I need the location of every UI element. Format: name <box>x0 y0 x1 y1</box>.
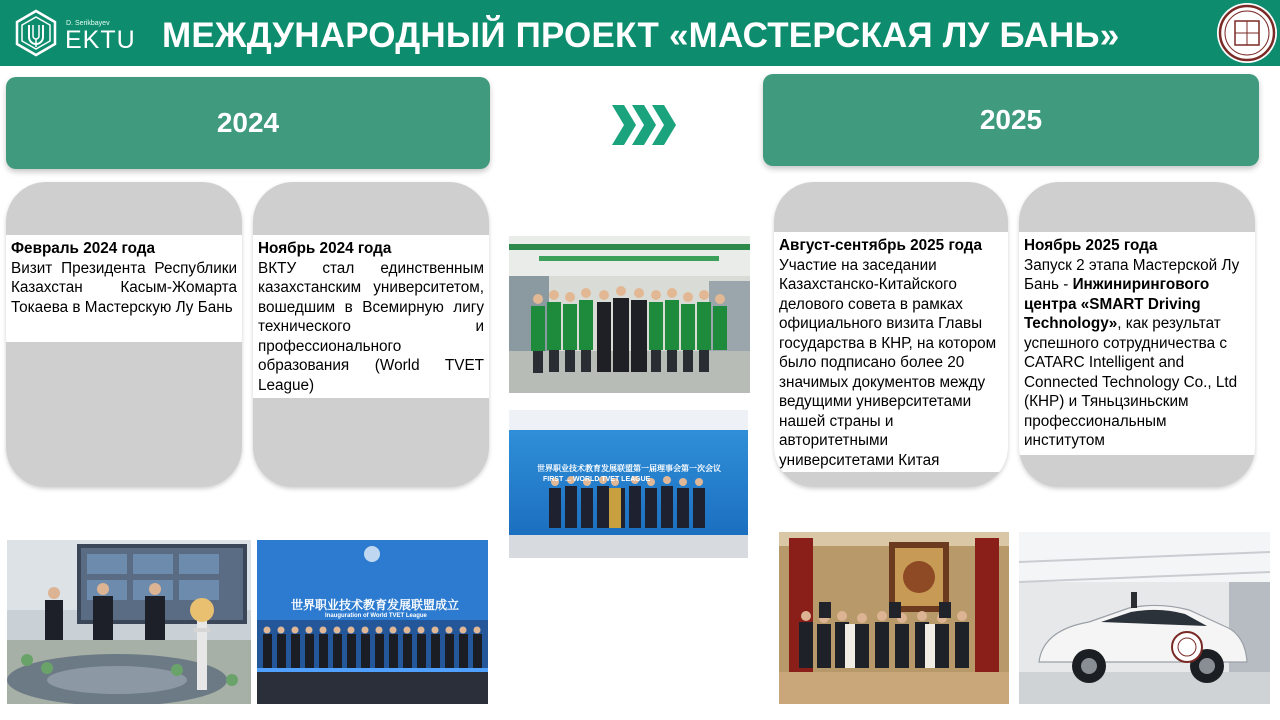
event-date: Август-сентябрь 2025 года <box>779 237 982 254</box>
page-title: МЕЖДУНАРОДНЫЙ ПРОЕКТ «МАСТЕРСКАЯ ЛУ БАНЬ» <box>162 16 1120 55</box>
header-bar <box>0 0 1280 66</box>
luban-seal-icon <box>1216 2 1278 64</box>
logo-subtitle: D. Serikbayev <box>66 20 110 27</box>
photo-president-visit <box>7 540 251 704</box>
ektu-logo[interactable] <box>10 6 140 62</box>
event-card-feb-2024 <box>6 182 242 487</box>
event-text-intro: Запуск 2 этапа Мастерской Лу Бань - <box>1024 256 1240 293</box>
event-date: Ноябрь 2024 года <box>258 240 392 257</box>
event-card-body <box>253 235 489 398</box>
league-banner-text: 世界职业技术教育发展联盟第一届理事会第一次会议 <box>537 464 721 473</box>
league-banner-text-en: FIRST ... WORLD TVET LEAGUE <box>543 476 651 483</box>
ektu-emblem-icon <box>12 9 60 57</box>
year-banner-2024: 2024 <box>6 77 490 169</box>
logo-text: EKTU <box>65 26 136 54</box>
event-card-body <box>6 235 242 342</box>
photo-league-inauguration <box>257 540 488 704</box>
stage-banner-text-en: Inauguration of World TVET League <box>325 613 427 619</box>
event-text-highlight: Инжинирингового центра «SMART Driving Technology» <box>1024 276 1210 332</box>
event-text-rest: , как результат успешного сотрудничества с CATARC Intelligent and Connected Technology Co., Ltd (КНР) и Тяньцзиньским профессиональным институтом <box>1024 315 1238 449</box>
event-card-aug-sep-2025 <box>774 182 1008 487</box>
event-text: ВКТУ стал единственным казахстанским университетом, вошедшим в Всемирную лигу технического и профессионального образования (World TVET League) <box>258 259 484 394</box>
event-text: Визит Президента Республики Казахстан Касым-Жомарта Токаева в Мастерскую Лу Бань <box>11 259 237 316</box>
chevrons-right-icon <box>610 103 678 147</box>
event-date: Ноябрь 2025 года <box>1024 237 1158 254</box>
stage-banner-text: 世界职业技术教育发展联盟成立 <box>291 598 460 612</box>
photo-smart-driving-car <box>1019 532 1270 704</box>
event-text: Участие на заседании Казахстанско-Китайского делового совета в рамках официального визита Главы государства в КНР, на котором было подписано более 20 значимых документов между ведущими университетами нашей страны и авторитетными университетами Китая <box>779 256 997 469</box>
event-card-nov-2025 <box>1019 182 1255 487</box>
event-date: Февраль 2024 года <box>11 240 155 257</box>
event-card-body <box>774 232 1008 472</box>
event-card-nov-2024 <box>253 182 489 487</box>
event-text <box>1024 256 1250 451</box>
photo-league-meeting <box>509 410 748 558</box>
photo-business-council <box>779 532 1009 704</box>
event-card-body <box>1019 232 1255 455</box>
photo-workshop-group <box>509 236 750 393</box>
year-banner-2025: 2025 <box>763 74 1259 166</box>
